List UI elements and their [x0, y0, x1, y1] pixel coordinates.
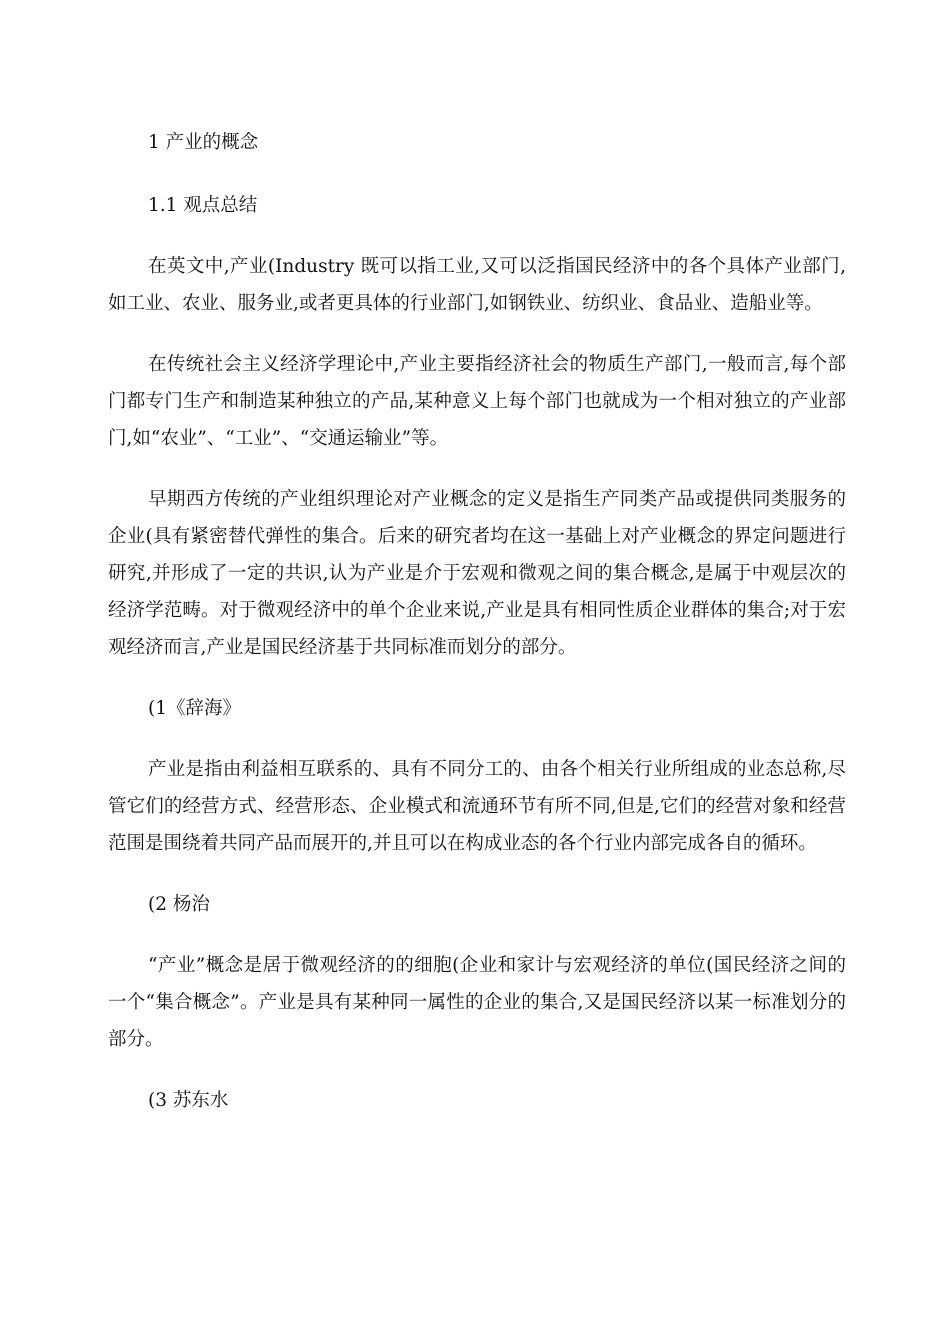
paragraph-english-definition: 在英文中,产业(Industry 既可以指工业,又可以泛指国民经济中的各个具体产业部门,如工业、农业、服务业,或者更具体的行业部门,如钢铁业、纺织业、食品业、造船业等。 [108, 256, 846, 314]
paragraph-western-theory: 早期西方传统的产业组织理论对产业概念的定义是指生产同类产品或提供同类服务的企业(具有紧密替代弹性的集合。后来的研究者均在这一基础上对产业概念的界定问题进行研究,并形成了一定的共识,认为产业是介于宏观和微观之间的集合概念,是属于中观层次的经济学范畴。对于微观经济中的单个企业来说,产业是具有相同性质企业群体的集合;对于宏观经济而言,产业是国民经济基于共同标准而划分的部分。 [108, 489, 846, 658]
paragraph-cihai-definition: 产业是指由利益相互联系的、具有不同分工的、由各个相关行业所组成的业态总称,尽管它们的经营方式、经营形态、企业模式和流通环节有所不同,但是,它们的经营对象和经营范围是围绕着共同产品而展开的,并且可以在构成业态的各个行业内部完成各自的循环。 [108, 759, 846, 854]
source-label-yangzhi: (2 杨治 [148, 894, 210, 915]
section-heading: 1 产业的概念 [148, 132, 259, 153]
paragraph-yangzhi-definition: “产业”概念是居于微观经济的的细胞(企业和家计与宏观经济的单位(国民经济之间的一个“集合概念”。产业是具有某种同一属性的企业的集合,又是国民经济以某一标准划分的部分。 [108, 955, 846, 1050]
source-label-cihai: (1《辞海》 [148, 698, 241, 719]
subsection-heading: 1.1 观点总结 [148, 195, 258, 216]
paragraph-socialist-theory: 在传统社会主义经济学理论中,产业主要指经济社会的物质生产部门,一般而言,每个部门都专门生产和制造某种独立的产品,某种意义上每个部门也就成为一个相对独立的产业部门,如“农业”、“工业”、“交通运输业”等。 [108, 354, 846, 449]
document-body [108, 124, 846, 1119]
source-label-sudongshui: (3 苏东水 [148, 1090, 229, 1111]
